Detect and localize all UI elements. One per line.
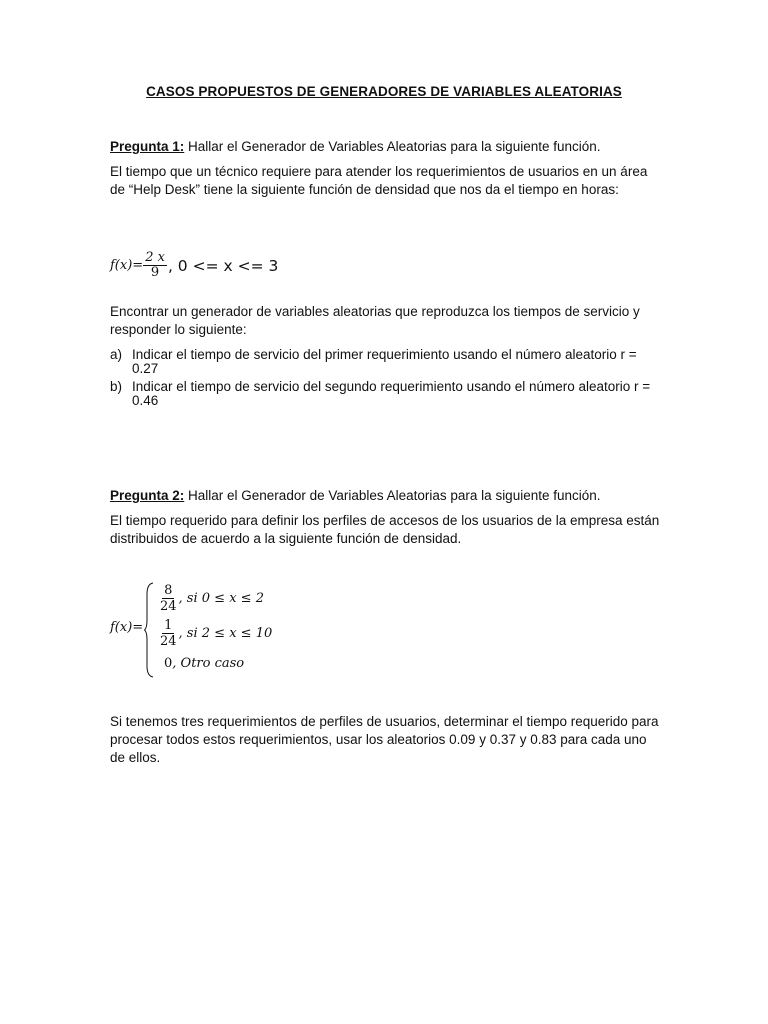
case-2-condition: , si 2 ≤ x ≤ 10	[178, 626, 273, 641]
question-2-heading	[110, 487, 660, 505]
question-2-conclusion: Si tenemos tres requerimientos de perfiles de usuarios, determinar el tiempo requerido para procesar todos estos requerimientos, usar los aleatorios 0.09 y 0.37 y 0.83 para cada uno de ellos.	[110, 714, 659, 765]
question-1-items	[110, 348, 662, 412]
case-2-denominator: 24	[160, 634, 177, 649]
case-2-fraction	[158, 618, 179, 649]
document-title: CASOS PROPUESTOS DE GENERADORES DE VARIABLES ALEATORIAS	[146, 84, 622, 99]
formula-1-denominator: 9	[150, 265, 160, 280]
case-3-value: 0	[164, 656, 173, 671]
case-3-condition: , Otro caso	[172, 656, 245, 671]
formula-1-lhs: f(x)=	[110, 258, 144, 273]
question-2-label: Pregunta 2:	[110, 488, 185, 503]
formula-1-condition: , 0 <= x <= 3	[167, 256, 279, 275]
formula-2-case-1	[158, 583, 264, 614]
case-1-denominator: 24	[160, 599, 177, 614]
formula-2-lhs: f(x)=	[110, 620, 144, 635]
list-item	[110, 380, 662, 408]
case-1-condition: , si 0 ≤ x ≤ 2	[178, 591, 264, 606]
formula-1-numerator: 2 x	[145, 250, 165, 265]
question-2-heading-text: Hallar el Generador de Variables Aleatorias para la siguiente función.	[184, 488, 601, 503]
list-item-text: Indicar el tiempo de servicio del primer requerimiento usando el número aleatorio r = 0.27	[132, 347, 637, 376]
question-1-instruction: Encontrar un generador de variables aleatorias que reproduzca los tiempos de servicio y responder lo siguiente:	[110, 304, 640, 337]
question-1-heading	[110, 138, 660, 156]
density-formula-1	[110, 251, 278, 280]
left-brace-icon	[144, 582, 154, 678]
question-1-heading-text: Hallar el Generador de Variables Aleatorias para la siguiente función.	[184, 139, 601, 154]
list-item-marker: a)	[110, 347, 123, 362]
formula-2-case-2	[158, 618, 272, 649]
formula-1-fraction	[143, 251, 167, 280]
list-item-marker: b)	[110, 379, 123, 394]
case-2-numerator: 1	[164, 618, 173, 633]
formula-2-case-3	[164, 656, 244, 671]
question-1-description: El tiempo que un técnico requiere para atender los requerimientos de usuarios en un área de “Help Desk” tiene la siguiente función de densidad que nos da el tiempo en horas:	[110, 164, 648, 197]
case-1-numerator: 8	[164, 583, 173, 598]
list-item	[110, 348, 662, 376]
case-1-fraction	[158, 583, 179, 614]
question-2-description: El tiempo requerido para definir los perfiles de accesos de los usuarios de la empresa están distribuidos de acuerdo a la siguiente función de densidad.	[110, 513, 660, 546]
question-1-label: Pregunta 1:	[110, 139, 185, 154]
list-item-text: Indicar el tiempo de servicio del segundo requerimiento usando el número aleatorio r = 0.46	[132, 379, 651, 408]
